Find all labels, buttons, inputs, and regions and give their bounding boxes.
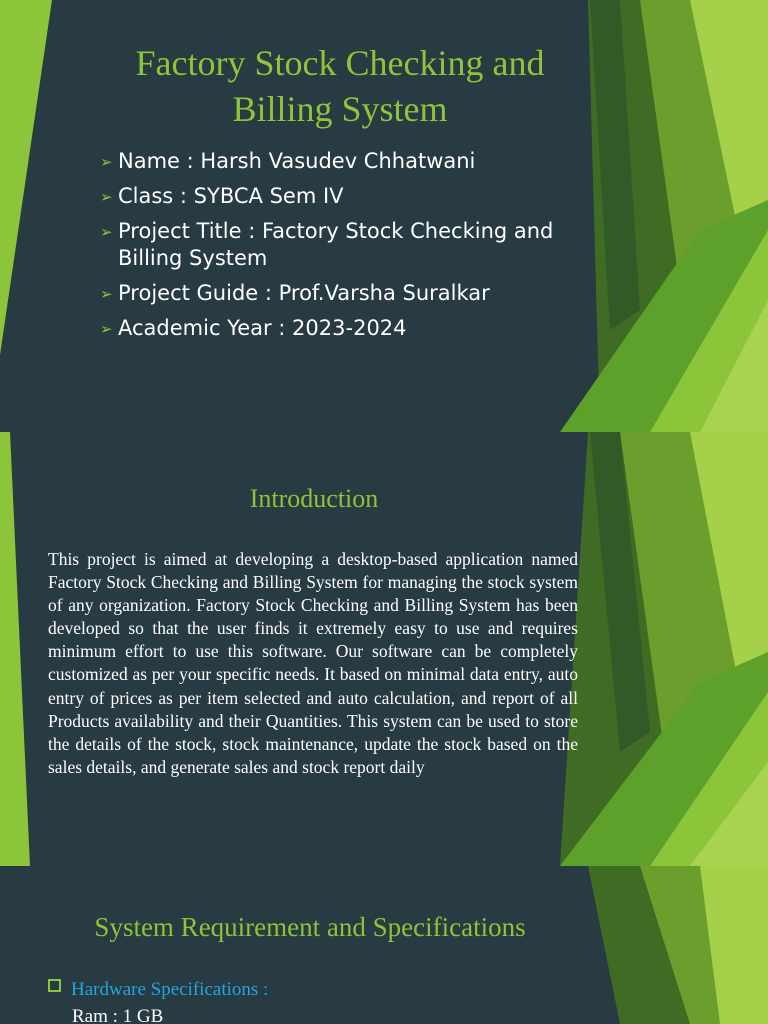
slide-1 (0, 0, 768, 432)
class-text: Class : SYBCA Sem IV (118, 184, 344, 208)
slide-title: Introduction (249, 484, 379, 513)
arrowhead-bullet-icon: ➢ (100, 223, 113, 241)
square-bullet-icon (48, 979, 61, 992)
project-title-text: Project Title : Factory Stock Checking and Billing System (118, 219, 554, 270)
list-item (100, 315, 570, 342)
arrowhead-bullet-icon: ➢ (100, 153, 113, 171)
section-label: Hardware Specifications : (71, 979, 269, 1000)
list-item (100, 183, 570, 210)
list-item (100, 218, 570, 272)
arrowhead-bullet-icon: ➢ (100, 285, 113, 303)
ram-spec-text: Ram : 1 GB (72, 1006, 164, 1024)
details-list (100, 148, 570, 350)
hardware-specifications-heading (48, 978, 268, 1002)
slide-title: Factory Stock Checking and Billing System (135, 43, 545, 129)
project-guide-text: Project Guide : Prof.Varsha Suralkar (118, 281, 490, 305)
introduction-paragraph: This project is aimed at developing a desktop-based application named Factory Stock Checking and Billing System for managing the stock system of any organization. Factory Stock Checking and Billing System has been developed so that the user finds it extremely easy to use and requires minimum effort to use this software. Our software can be completely customized as per your specific needs. It based on minimal data entry, auto entry of prices as per item selected and auto calculation, and report of all Products availability and their Quantities. This system can be used to store the details of the stock, stock maintenance, update the stock based on the sales details, and generate sales and stock report daily (48, 549, 578, 777)
slide-2 (0, 432, 768, 866)
arrowhead-bullet-icon: ➢ (100, 188, 113, 206)
list-item (100, 280, 570, 307)
arrowhead-bullet-icon: ➢ (100, 320, 113, 338)
list-item (100, 148, 570, 175)
name-text: Name : Harsh Vasudev Chhatwani (118, 149, 476, 173)
slide-3 (0, 866, 768, 1024)
academic-year-text: Academic Year : 2023-2024 (118, 316, 407, 340)
slide-title: System Requirement and Specifications (94, 912, 526, 942)
